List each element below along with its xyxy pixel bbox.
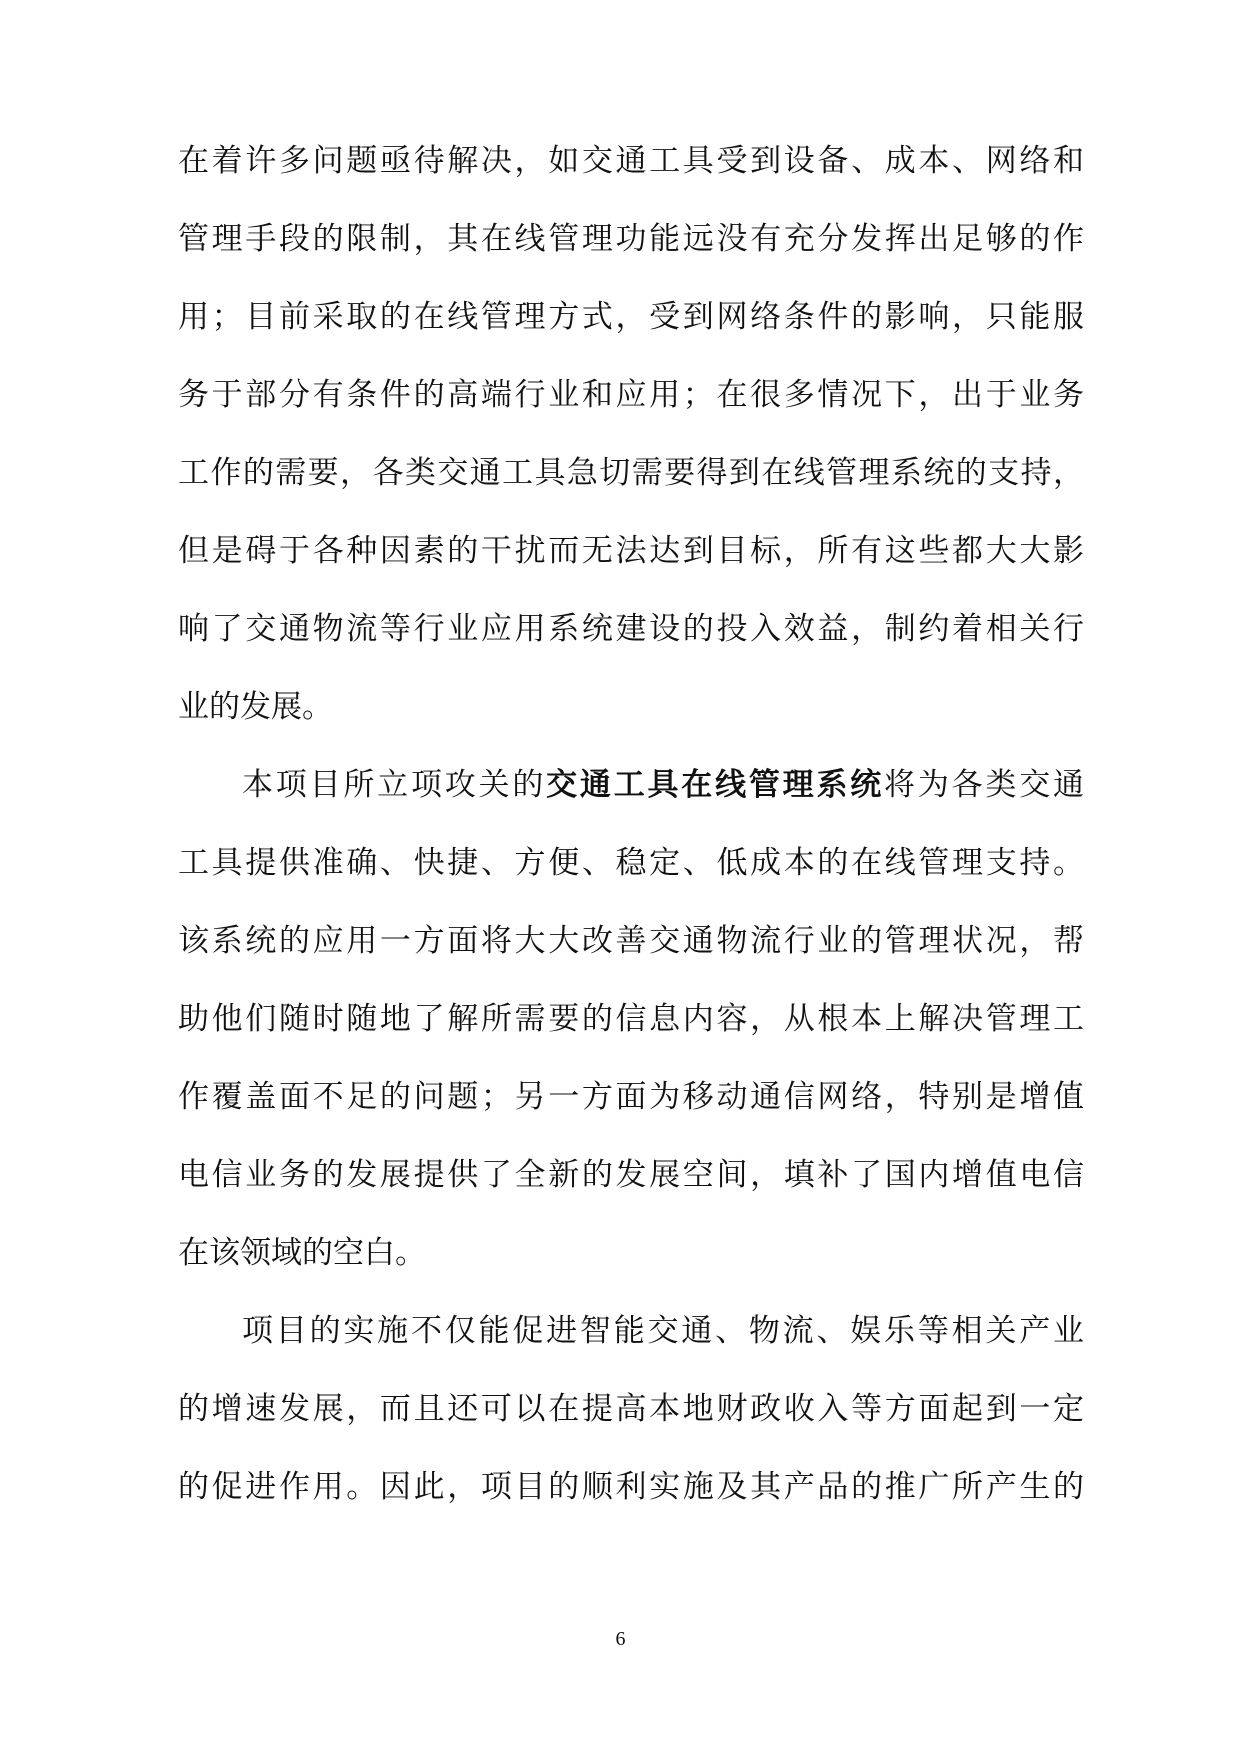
paragraph-1	[178, 122, 1084, 746]
text-line: 电信业务的发展提供了全新的发展空间，填补了国内增值电信	[178, 1157, 1084, 1193]
text-line	[178, 746, 1084, 824]
text-line: 工具提供准确、快捷、方便、稳定、低成本的在线管理支持。	[178, 845, 1084, 881]
page-number: 6	[615, 1628, 626, 1650]
text-line: 响了交通物流等行业应用系统建设的投入效益，制约着相关行	[178, 611, 1084, 647]
text-run: 本项目所立项攻关的	[242, 767, 547, 803]
text-line: 在该领域的空白。	[178, 1235, 426, 1271]
text-line: 工作的需要，各类交通工具急切需要得到在线管理系统的支持，	[178, 455, 1084, 491]
text-line: 在着许多问题亟待解决，如交通工具受到设备、成本、网络和	[178, 143, 1084, 179]
text-line: 作覆盖面不足的问题；另一方面为移动通信网络，特别是增值	[178, 1079, 1084, 1115]
text-line: 用；目前采取的在线管理方式，受到网络条件的影响，只能服	[178, 299, 1084, 335]
text-line: 管理手段的限制，其在线管理功能远没有充分发挥出足够的作	[178, 221, 1084, 257]
text-line: 业的发展。	[178, 689, 333, 725]
text-run: 将为各类交通	[884, 767, 1085, 803]
text-line: 务于部分有条件的高端行业和应用；在很多情况下，出于业务	[178, 377, 1084, 413]
text-line: 的促进作用。因此，项目的顺利实施及其产品的推广所产生的	[178, 1469, 1084, 1505]
text-line: 的增速发展，而且还可以在提高本地财政收入等方面起到一定	[178, 1391, 1084, 1427]
text-line: 该系统的应用一方面将大大改善交通物流行业的管理状况，帮	[178, 923, 1084, 959]
text-line: 项目的实施不仅能促进智能交通、物流、娱乐等相关产业	[242, 1313, 1084, 1349]
paragraph-3	[178, 1292, 1084, 1526]
system-name-bold: 交通工具在线管理系统	[546, 767, 885, 803]
text-line: 但是碍于各种因素的干扰而无法达到目标，所有这些都大大影	[178, 533, 1084, 569]
text-line: 助他们随时随地了解所需要的信息内容，从根本上解决管理工	[178, 1001, 1084, 1037]
body-text	[178, 122, 1084, 1526]
paragraph-2	[178, 746, 1084, 1292]
